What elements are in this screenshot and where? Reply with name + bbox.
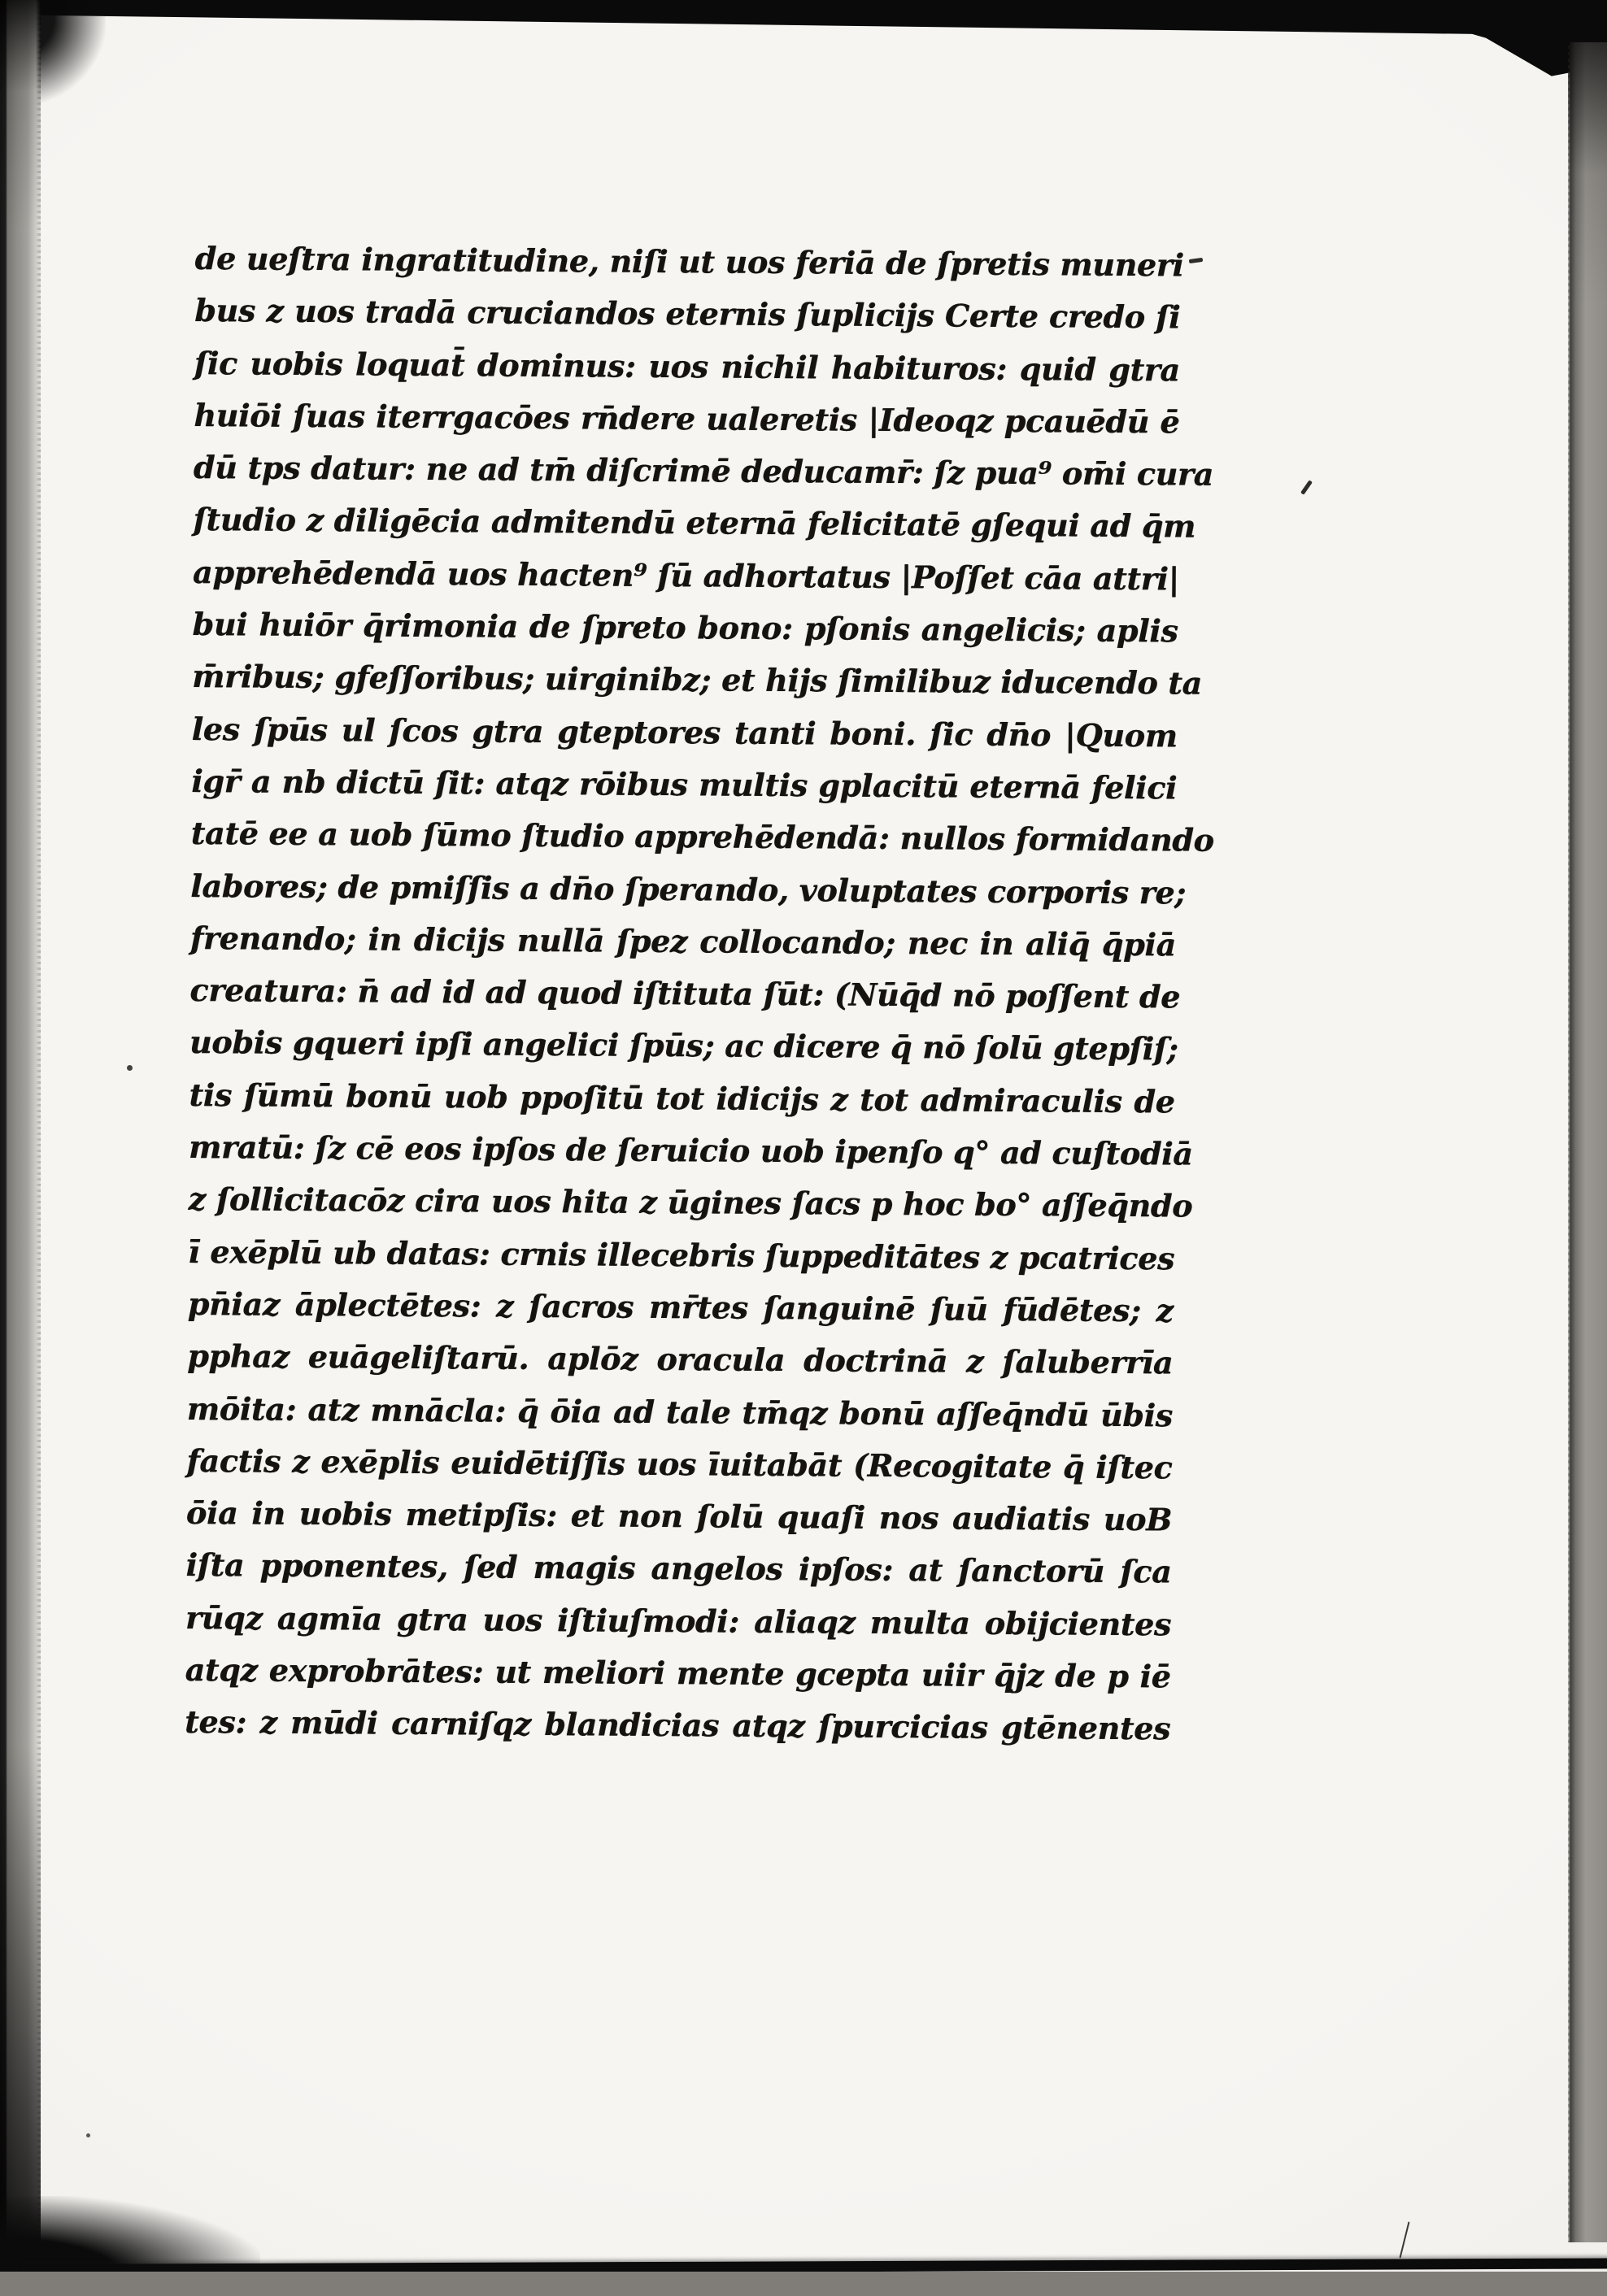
text-line-8: bui huiōr q̄rimonia de ſpreto bono: pſonis angelicis; aplis xyxy=(192,606,1178,650)
text-line-10: les ſpūs ul ſcos gtra gteptores tanti boni. ſic dn̄o |Quom xyxy=(191,710,1178,754)
text-line-29: tes: z mūdi carniſqz blandicias atqz ſpurcicias gtēnentes xyxy=(185,1703,1171,1747)
text-line-13: labores; de pmiſſis a dn̄o ſperando, voluptates corporis re; xyxy=(190,867,1187,911)
text-line-3: ſic uobis loquat̄ dominus: uos nichil habituros: quid gtra xyxy=(194,344,1181,389)
ink-speck xyxy=(127,1065,133,1071)
text-line-16: uobis gqueri ipſi angelici ſpūs; ac dicere q̄ nō ſolū gtepſiſ; xyxy=(189,1024,1178,1068)
text-line-14: frenando; in dicijs nullā ſpez collocando; nec in aliq̄ q̄piā xyxy=(189,919,1177,963)
text-line-23: mōita: atz mnācla: q̄ ōia ad tale tm̄qz bonū aſſeq̄ndū ūbis xyxy=(186,1389,1174,1433)
text-line-28: atqz exprobrātes: ut meliori mente gcepta uiir q̄jz de p iē xyxy=(185,1650,1171,1695)
scan-edge-bottom-strip xyxy=(0,2272,1607,2296)
text-line-7: apprehēdendā uos hacten⁹ ſū adhortatus |Poſſet cāa attri| xyxy=(192,553,1180,598)
text-line-22: pphaz euāgeliſtarū. aplōz oracula doctrinā z ſaluberrīa xyxy=(187,1337,1174,1381)
text-line-17: tis ſūmū bonū uob ppoſitū tot idicijs z tot admiraculis de xyxy=(189,1076,1175,1120)
text-line-20: ī exēplū ub datas: crnis illecebris ſuppeditātes z pcatrices xyxy=(188,1233,1175,1277)
text-line-11: igr̄ a nb dictū ſit: atqz rōibus multis gplacitū eternā felici xyxy=(191,762,1178,807)
text-line-18: mratū: ſz cē eos ipſos de ſeruicio uob ipenſo q° ad cuſtodiā xyxy=(188,1128,1193,1172)
book-binding-edge xyxy=(0,0,41,2296)
text-line-4: huiōi ſuas iterrgacōes rn̄dere ualeretis |Ideoqz pcauēdū ē xyxy=(194,396,1180,441)
text-line-21: pn̄iaz āplectētes: z ſacros mr̄tes ſanguinē ſuū fūdētes; z xyxy=(187,1285,1174,1329)
text-line-6: ſtudio z diligēcia admitendū eternā felicitatē gſequi ad q̄m xyxy=(193,501,1196,546)
text-line-19: z ſollicitacōz cira uos hita z ūgines ſacs p hoc bo° aſſeq̄ndo xyxy=(188,1181,1193,1224)
page-fore-edge xyxy=(1568,42,1607,2242)
text-line-24: factis z exēplis euidētiſſis uos īuitabāt (Recogitate q̄ iſtec xyxy=(186,1442,1173,1486)
text-line-12: tatē ee a uob ſūmo ſtudio apprehēdendā: nullos formidando xyxy=(190,815,1214,859)
text-line-2: bus z uos tradā cruciandos eternis ſuplicijs Certe credo ſi xyxy=(194,292,1181,336)
text-line-27: rūqz agmīa gtra uos iſtiuſmodi: aliaqz multa obijcientes xyxy=(185,1598,1172,1643)
ink-speck xyxy=(86,2133,90,2137)
text-line-1: de ueſtra ingratitudine, niſi ut uos feriā de ſpretis muneri xyxy=(194,239,1184,284)
text-line-15: creatura: n̄ ad id ad quod iſtituta ſūt: (Nūq̄d nō poſſent de xyxy=(189,972,1181,1015)
text-line-26: iſta pponentes, ſed magis angelos ipſos: at ſanctorū ſca xyxy=(185,1546,1172,1590)
text-line-5: dū tps datur: ne ad tm̄ diſcrimē deducamr̄: ſz pua⁹ om̄i cura xyxy=(193,449,1214,493)
scan-corner-bottom-left xyxy=(0,2196,260,2273)
text-block xyxy=(185,233,1214,1755)
text-line-25: ōia in uobis metipſis: et non ſolū quaſi nos audiatis uoB xyxy=(185,1494,1173,1538)
text-line-9: m̄ribus; gfeſſoribus; uirginibz; et hijs ſimilibuz iducendo ta xyxy=(192,658,1203,702)
